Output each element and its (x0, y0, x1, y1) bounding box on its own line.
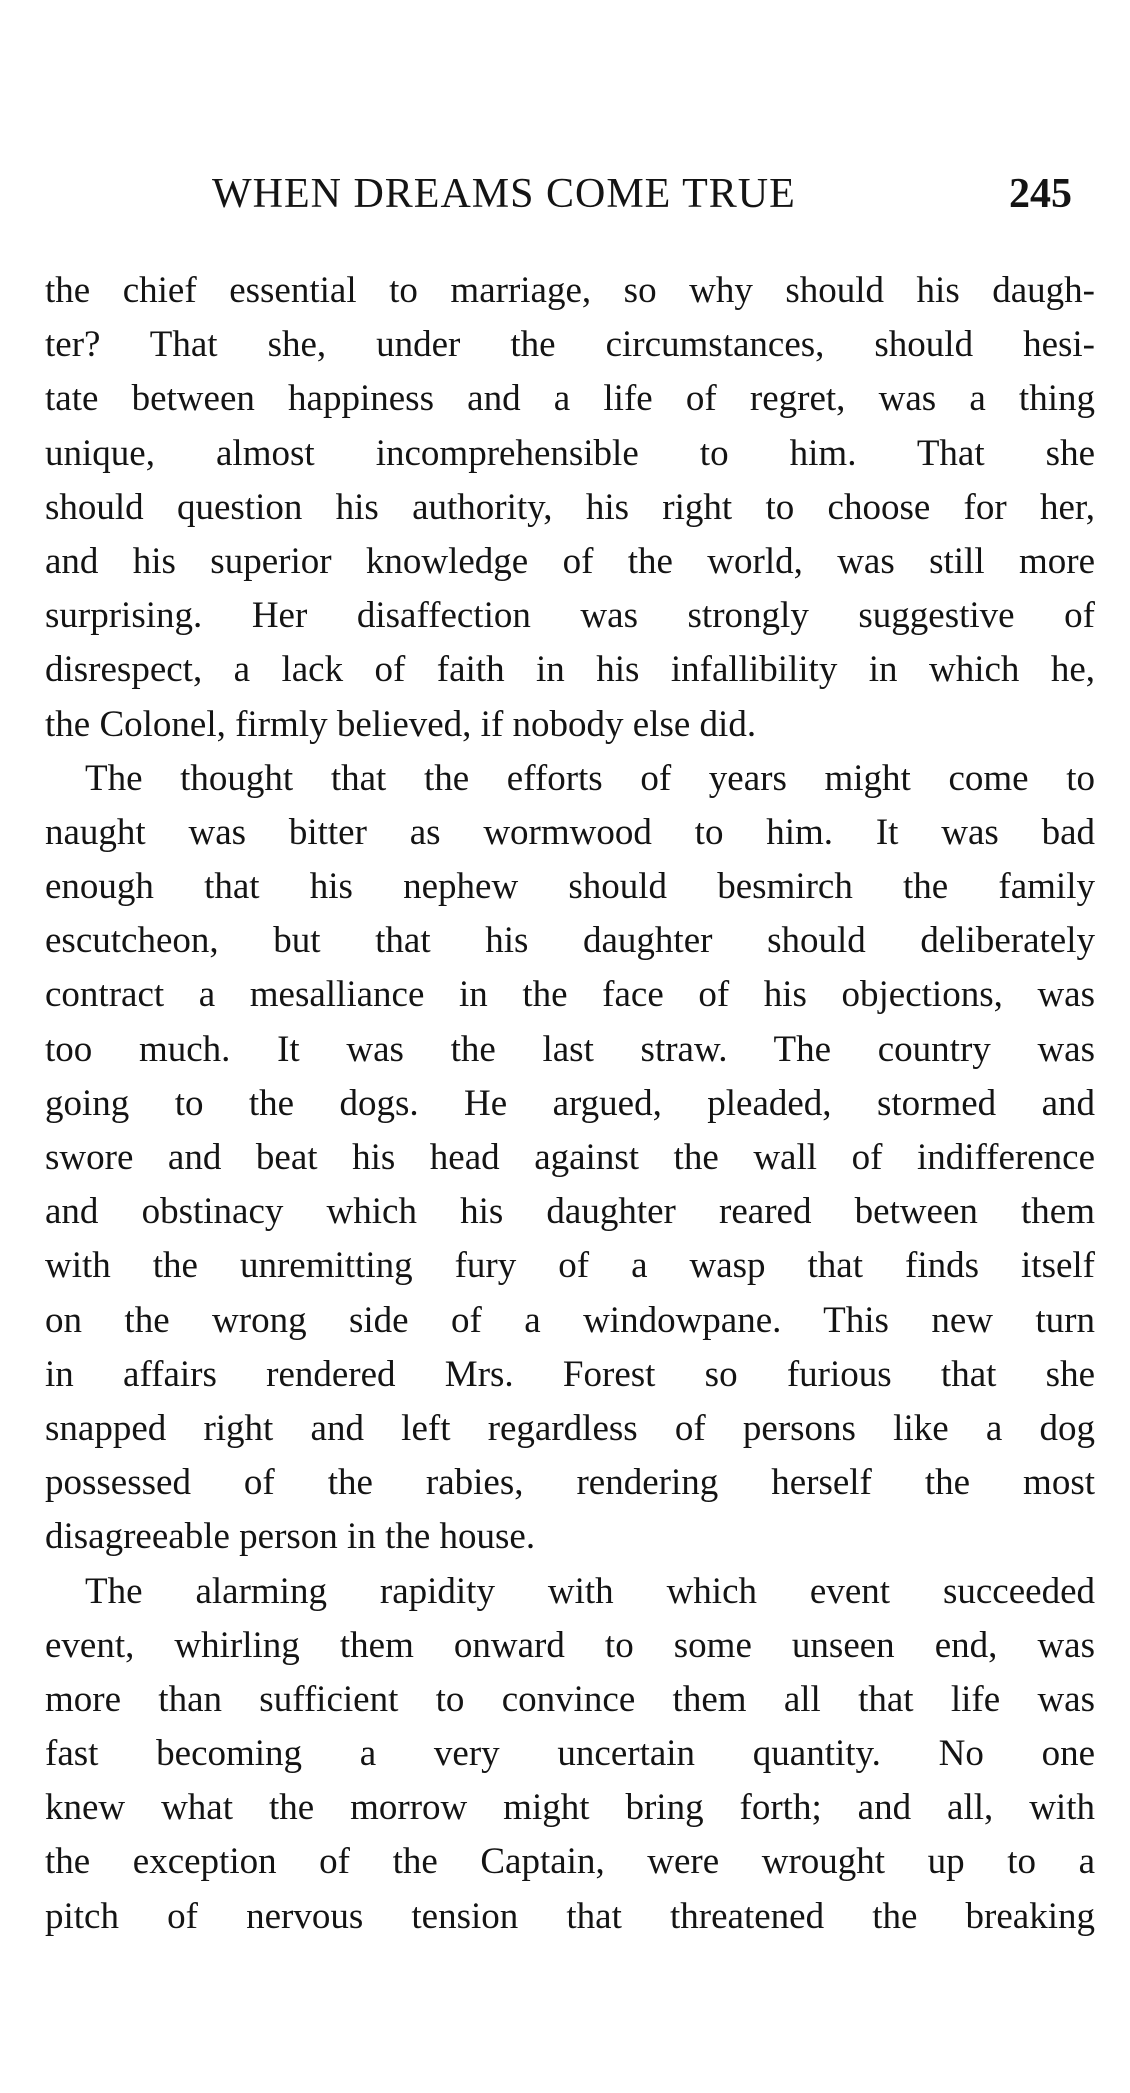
text-line: ter? That she, under the circumstances, should hesi- (45, 324, 1095, 366)
text-line: going to the dogs. He argued, pleaded, stormed and (45, 1082, 1095, 1124)
text-line: enough that his nephew should besmirch the family (45, 866, 1095, 908)
paragraph (45, 1565, 1095, 1944)
text-line: contract a mesalliance in the face of his objections, was (45, 974, 1095, 1016)
text-line: the exception of the Captain, were wrought up to a (45, 1841, 1095, 1883)
text-line: and his superior knowledge of the world, was still more (45, 540, 1095, 582)
text-line: disrespect, a lack of faith in his infallibility in which he, (45, 649, 1095, 691)
page-number: 245 (1009, 171, 1072, 217)
text-line: escutcheon, but that his daughter should deliberately (45, 920, 1095, 962)
text-line: naught was bitter as wormwood to him. It was bad (45, 811, 1095, 853)
text-line: more than sufficient to convince them all that life was (45, 1678, 1095, 1720)
text-line: the chief essential to marriage, so why should his daugh- (45, 270, 1095, 311)
running-head (212, 170, 1072, 222)
text-line: with the unremitting fury of a wasp that finds itself (45, 1245, 1095, 1287)
body-text (45, 264, 1095, 1944)
text-line: on the wrong side of a windowpane. This new turn (45, 1299, 1095, 1341)
text-line: in affairs rendered Mrs. Forest so furious that she (45, 1353, 1095, 1395)
text-line: knew what the morrow might bring forth; and all, with (45, 1787, 1095, 1829)
text-line: possessed of the rabies, rendering herself the most (45, 1462, 1095, 1504)
paragraph (45, 752, 1095, 1565)
text-line: pitch of nervous tension that threatened the breaking (45, 1895, 1095, 1937)
text-line: The alarming rapidity with which event succeeded (85, 1570, 1095, 1612)
text-line: swore and beat his head against the wall of indifference (45, 1137, 1095, 1178)
text-line: should question his authority, his right to choose for her, (45, 486, 1095, 528)
text-line: tate between happiness and a life of regret, was a thing (45, 378, 1095, 420)
text-line: event, whirling them onward to some unseen end, was (45, 1624, 1095, 1666)
text-line: unique, almost incomprehensible to him. That she (45, 432, 1095, 474)
text-line: snapped right and left regardless of persons like a dog (45, 1407, 1095, 1449)
text-line: the Colonel, firmly believed, if nobody else did. (45, 703, 757, 745)
text-line: disagreeable person in the house. (45, 1516, 536, 1558)
paragraph (45, 264, 1095, 752)
text-line: The thought that the efforts of years might come to (85, 757, 1095, 799)
text-line: surprising. Her disaffection was strongly suggestive of (45, 595, 1095, 637)
running-head-title: WHEN DREAMS COME TRUE (212, 171, 796, 217)
text-line: fast becoming a very uncertain quantity. No one (45, 1733, 1095, 1775)
text-line: and obstinacy which his daughter reared between them (45, 1191, 1095, 1233)
text-line: too much. It was the last straw. The country was (45, 1028, 1095, 1070)
